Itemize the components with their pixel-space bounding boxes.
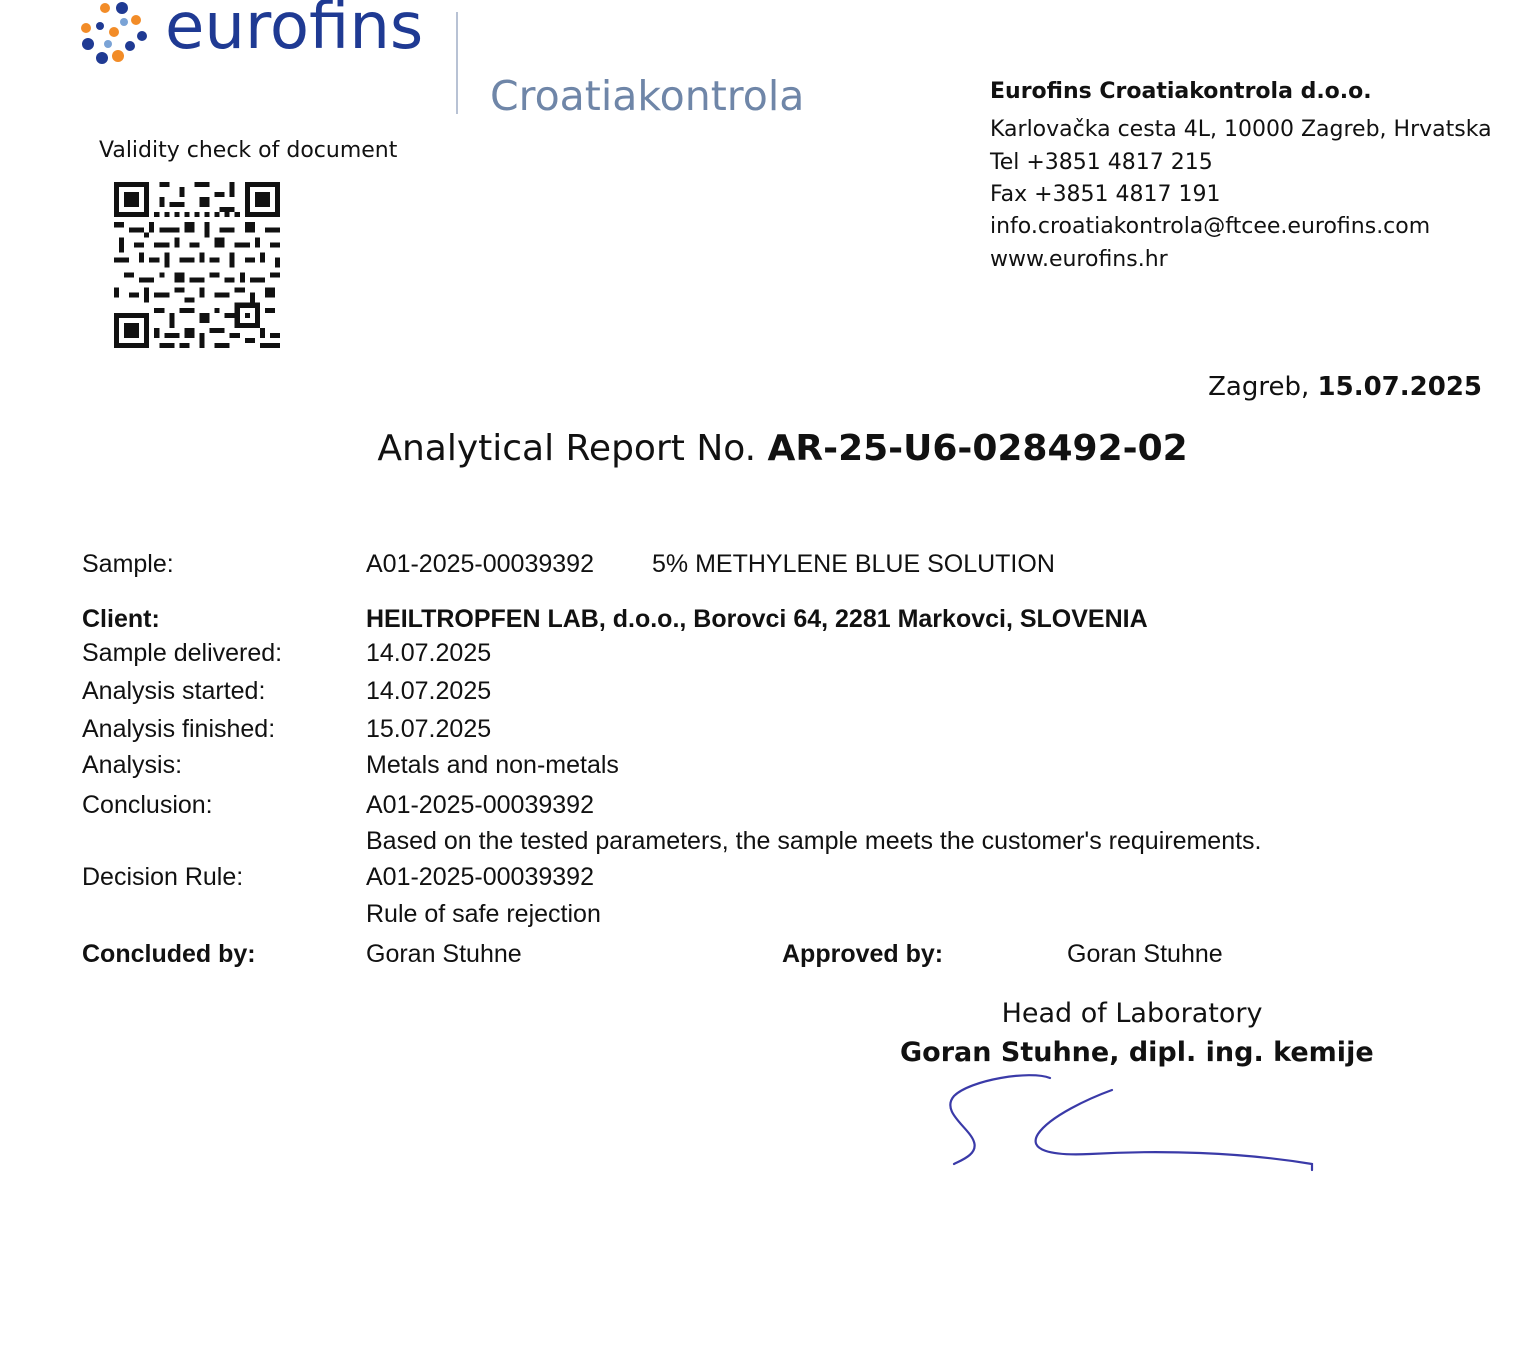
decision-rule-id: A01-2025-00039392: [366, 863, 594, 891]
company-email[interactable]: info.croatiakontrola@ftcee.eurofins.com: [990, 214, 1431, 239]
conclusion-id: A01-2025-00039392: [366, 791, 594, 819]
analysis-finished-label: Analysis finished:: [82, 715, 276, 743]
signatory-role: Head of Laboratory: [1001, 998, 1263, 1029]
sublogo-text: Croatiakontrola: [490, 72, 805, 120]
analysis-started-label: Analysis started:: [82, 677, 266, 705]
approved-by-label: Approved by:: [782, 940, 944, 968]
signature-icon: [940, 1068, 1320, 1178]
signatory-name: Goran Stuhne, dipl. ing. kemije: [900, 1037, 1374, 1068]
analysis-started-value: 14.07.2025: [366, 677, 492, 705]
decision-rule-label: Decision Rule:: [82, 863, 244, 891]
company-website[interactable]: www.eurofins.hr: [990, 247, 1168, 272]
analysis-finished-value: 15.07.2025: [366, 715, 492, 743]
report-title-prefix: Analytical Report No.: [377, 428, 757, 469]
report-date: 15.07.2025: [1317, 372, 1482, 402]
company-address: Karlovačka cesta 4L, 10000 Zagreb, Hrvatska: [990, 117, 1492, 142]
conclusion-text: Based on the tested parameters, the sample meets the customer's requirements.: [366, 827, 1262, 855]
decision-rule-text: Rule of safe rejection: [366, 900, 601, 928]
analysis-value: Metals and non-metals: [366, 751, 619, 779]
analysis-label: Analysis:: [82, 751, 183, 779]
place-date: [1208, 372, 1482, 402]
client-value: HEILTROPFEN LAB, d.o.o., Borovci 64, 2281 Markovci, SLOVENIA: [366, 605, 1148, 633]
conclusion-label: Conclusion:: [82, 791, 213, 819]
sample-label: Sample:: [82, 550, 174, 578]
qr-code-icon[interactable]: [114, 182, 280, 348]
report-number: AR-25-U6-028492-02: [767, 428, 1188, 469]
validity-label: Validity check of document: [99, 138, 398, 163]
concluded-by-label: Concluded by:: [82, 940, 256, 968]
logo-wordmark: eurofins: [165, 0, 424, 64]
logo-divider: [456, 12, 458, 114]
sample-delivered-label: Sample delivered:: [82, 639, 283, 667]
report-title: [0, 428, 1520, 469]
concluded-by-value: Goran Stuhne: [366, 940, 522, 968]
company-tel: Tel +3851 4817 215: [990, 150, 1213, 175]
client-label: Client:: [82, 605, 160, 633]
company-fax: Fax +3851 4817 191: [990, 182, 1221, 207]
approved-by-value: Goran Stuhne: [1067, 940, 1223, 968]
sample-delivered-value: 14.07.2025: [366, 639, 492, 667]
place-text: Zagreb,: [1208, 372, 1310, 402]
sample-name: 5% METHYLENE BLUE SOLUTION: [652, 550, 1055, 578]
sample-id: A01-2025-00039392: [366, 550, 594, 578]
company-name: Eurofins Croatiakontrola d.o.o.: [990, 79, 1372, 104]
